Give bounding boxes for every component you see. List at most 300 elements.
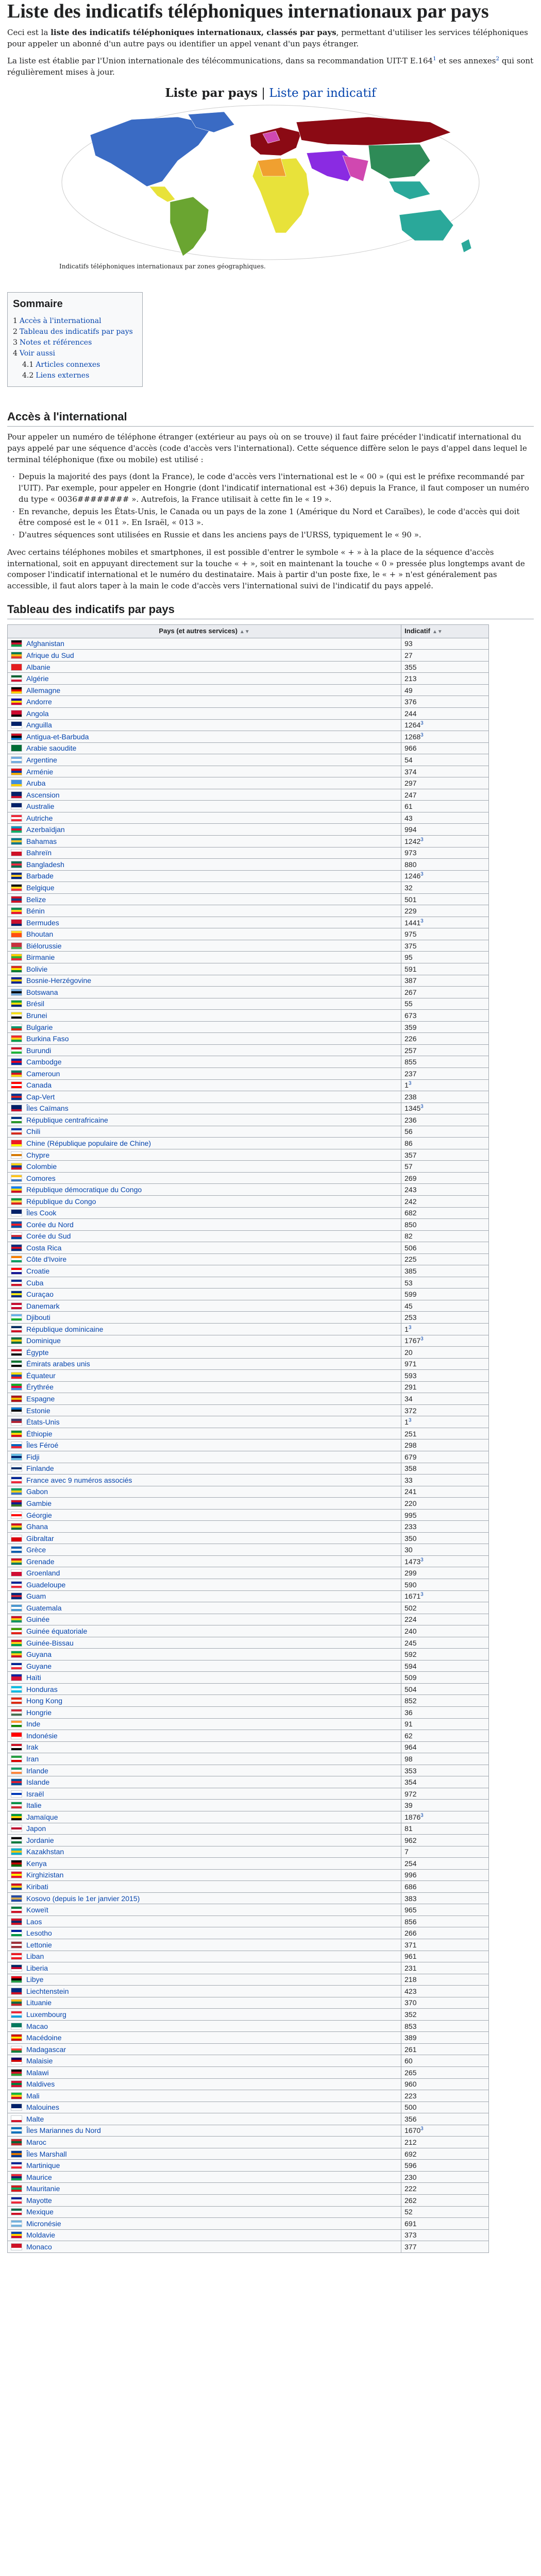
country-cell [8, 2032, 401, 2044]
country-name-link[interactable]: Koweït [26, 1906, 48, 1914]
country-name-link[interactable]: Colombie [26, 1162, 57, 1171]
country-name-link[interactable]: Chine (République populaire de Chine) [26, 1139, 151, 1147]
country-name-link[interactable]: Liberia [26, 1963, 48, 1972]
note-reference-link[interactable]: 3 [420, 2126, 424, 2132]
flag-icon [11, 1012, 22, 1019]
code-cell [401, 1010, 489, 1022]
code-cell [401, 1858, 489, 1870]
country-name-link[interactable]: Guinée [26, 1615, 50, 1624]
country-name-link[interactable]: Kazakhstan [26, 1848, 64, 1856]
toc-item-label[interactable]: Liens externes [36, 371, 90, 380]
flag-icon [11, 756, 22, 764]
country-name-link[interactable]: Maurice [26, 2173, 52, 2181]
country-cell [8, 1695, 401, 1707]
note-reference-link[interactable]: 3 [420, 1557, 424, 1563]
dialing-code: 961 [404, 1952, 417, 1961]
country-name-link[interactable]: République du Congo [26, 1197, 96, 1206]
note-reference-link[interactable]: 3 [408, 1080, 412, 1087]
dialing-code: 1767 [404, 1336, 421, 1345]
country-name-link[interactable]: Madagascar [26, 2045, 66, 2054]
table-row [8, 1683, 489, 1695]
country-name-link[interactable]: Libye [26, 1975, 44, 1984]
country-name-link[interactable]: Malouines [26, 2103, 59, 2112]
country-name-link[interactable]: Kiribati [26, 1883, 48, 1891]
code-cell [401, 1219, 489, 1231]
table-row [8, 987, 489, 998]
flag-icon [11, 687, 22, 694]
country-name-link[interactable]: Bosnie-Herzégovine [26, 976, 92, 985]
dialing-code: 299 [404, 1569, 417, 1578]
toc-item[interactable] [13, 327, 133, 337]
country-name-link[interactable]: Danemark [26, 1301, 60, 1310]
toc-item[interactable] [13, 316, 133, 326]
country-name-link[interactable]: France avec 9 numéros associés [26, 1476, 132, 1484]
country-name-link[interactable]: Équateur [26, 1371, 56, 1380]
country-name-link[interactable]: Aruba [26, 779, 46, 788]
country-name-link[interactable]: Cap-Vert [26, 1092, 55, 1101]
country-name-link[interactable]: Guyana [26, 1650, 52, 1659]
dialing-code: 230 [404, 2173, 417, 2181]
country-name-link[interactable]: Corée du Sud [26, 1232, 71, 1241]
country-name-link[interactable]: Burundi [26, 1046, 52, 1055]
country-name-link[interactable]: Cameroun [26, 1069, 60, 1078]
country-name-link[interactable]: Jamaïque [26, 1812, 58, 1821]
country-name-link[interactable]: Lesotho [26, 1929, 52, 1938]
country-name-link[interactable]: Malawi [26, 2068, 49, 2077]
country-name-link[interactable]: Fidji [26, 1452, 40, 1461]
note-reference-link[interactable]: 3 [420, 1812, 424, 1819]
country-cell [8, 1962, 401, 1974]
country-cell [8, 1823, 401, 1835]
code-cell [401, 1381, 489, 1393]
country-name-link[interactable]: Macédoine [26, 2033, 62, 2042]
note-reference-link[interactable]: 3 [420, 720, 424, 726]
country-name-link[interactable]: Gambie [26, 1499, 52, 1507]
flag-icon [11, 1151, 22, 1159]
country-name-link[interactable]: Antigua-et-Barbuda [26, 732, 89, 741]
country-name-link[interactable]: Botswana [26, 988, 58, 996]
toc-item-label[interactable]: Tableau des indicatifs par pays [19, 327, 133, 336]
note-reference-link[interactable]: 3 [420, 837, 424, 843]
country-name-link[interactable]: Grenade [26, 1557, 55, 1566]
country-name-link[interactable]: Liban [26, 1952, 44, 1961]
country-name-link[interactable]: Belize [26, 895, 46, 904]
country-cell [8, 1869, 401, 1881]
country-name-link[interactable]: Canada [26, 1081, 52, 1090]
country-name-link[interactable]: Croatie [26, 1267, 50, 1276]
country-name-link[interactable]: Finlande [26, 1464, 54, 1473]
country-name-link[interactable]: Maldives [26, 2080, 55, 2089]
country-name-link[interactable]: Érythrée [26, 1383, 54, 1392]
country-name-link[interactable]: Algérie [26, 674, 49, 683]
toc-item[interactable] [13, 370, 133, 381]
code-cell [401, 1335, 489, 1347]
dialing-code: 33 [404, 1476, 413, 1484]
table-row [8, 1312, 489, 1324]
dialing-code: 39 [404, 1801, 413, 1810]
code-cell [401, 1370, 489, 1382]
country-name-link[interactable]: Argentine [26, 755, 57, 764]
flag-icon [11, 1778, 22, 1786]
flag-icon [11, 1999, 22, 2006]
flag-icon [11, 838, 22, 845]
country-name-link[interactable]: Corée du Nord [26, 1220, 74, 1229]
country-cell [8, 1800, 401, 1811]
dialing-code: 374 [404, 767, 417, 776]
country-name-link[interactable]: Kosovo (depuis le 1er janvier 2015) [26, 1894, 140, 1903]
table-row [8, 1475, 489, 1486]
country-name-link[interactable]: Guinée-Bissau [26, 1638, 74, 1647]
country-name-link[interactable]: Égypte [26, 1348, 49, 1357]
country-name-link[interactable]: Géorgie [26, 1511, 52, 1519]
dialing-code: 960 [404, 2080, 417, 2089]
table-row [8, 1835, 489, 1846]
table-row [8, 1265, 489, 1277]
country-name-link[interactable]: Mauritanie [26, 2184, 60, 2193]
country-cell [8, 2160, 401, 2172]
code-cell [401, 2229, 489, 2241]
country-name-link[interactable]: Kenya [26, 1859, 47, 1868]
country-name-link[interactable]: Mexique [26, 2208, 54, 2216]
country-name-link[interactable]: Albanie [26, 663, 50, 671]
country-name-link[interactable]: Maroc [26, 2138, 46, 2147]
flag-icon [11, 815, 22, 822]
country-cell [8, 917, 401, 928]
country-name-link[interactable]: Afghanistan [26, 639, 64, 648]
country-name-link[interactable]: Islande [26, 1778, 50, 1787]
flag-icon [11, 2197, 22, 2204]
dialing-code: 267 [404, 988, 417, 996]
country-name-link[interactable]: Belgique [26, 883, 55, 892]
dialing-code: 223 [404, 2091, 417, 2100]
dialing-code: 61 [404, 802, 413, 811]
country-name-link[interactable]: Micronésie [26, 2219, 61, 2228]
country-name-link[interactable]: Azerbaïdjan [26, 825, 65, 834]
toc-item[interactable] [13, 337, 133, 348]
country-name-link[interactable]: Malaisie [26, 2057, 53, 2065]
toc-item-number: 2 [13, 327, 18, 336]
flag-icon [11, 989, 22, 996]
country-name-link[interactable]: Bangladesh [26, 860, 64, 869]
country-name-link[interactable]: Grèce [26, 1546, 46, 1554]
country-name-link[interactable]: Angola [26, 709, 49, 718]
country-name-link[interactable]: Monaco [26, 2242, 52, 2251]
country-cell [8, 1451, 401, 1463]
country-name-link[interactable]: Cambodge [26, 1058, 62, 1066]
country-cell [8, 1067, 401, 1079]
country-name-link[interactable]: Macao [26, 2022, 48, 2030]
country-cell [8, 684, 401, 696]
country-cell [8, 1858, 401, 1870]
note-reference-link[interactable]: 3 [420, 732, 424, 738]
country-name-link[interactable]: Côte d'Ivoire [26, 1255, 67, 1264]
country-name-link[interactable]: Hong Kong [26, 1697, 63, 1705]
country-name-link[interactable]: Guyane [26, 1662, 52, 1670]
country-cell [8, 1718, 401, 1730]
country-name-link[interactable]: Mayotte [26, 2196, 52, 2205]
country-name-link[interactable]: Autriche [26, 814, 53, 822]
flag-icon [11, 1860, 22, 1867]
country-name-link[interactable]: République dominicaine [26, 1325, 104, 1333]
country-name-link[interactable]: Iran [26, 1754, 39, 1763]
dialing-code: 372 [404, 1406, 417, 1415]
code-cell [401, 2206, 489, 2218]
country-name-link[interactable]: Bhoutan [26, 930, 54, 939]
code-cell [401, 2148, 489, 2160]
country-name-link[interactable]: Djibouti [26, 1313, 50, 1322]
country-cell [8, 824, 401, 836]
map-title-alt-link[interactable]: Liste par indicatif [269, 86, 376, 100]
toc-item[interactable] [13, 348, 133, 359]
country-cell [8, 1532, 401, 1544]
flag-icon [11, 1395, 22, 1402]
code-cell [401, 836, 489, 848]
table-row [8, 1067, 489, 1079]
dialing-code: 501 [404, 895, 417, 904]
code-cell [401, 1951, 489, 1962]
country-name-link[interactable]: Malte [26, 2114, 44, 2123]
country-name-link[interactable]: Hongrie [26, 1708, 52, 1717]
country-name-link[interactable]: Éthiopie [26, 1429, 53, 1438]
country-name-link[interactable]: Îles Cook [26, 1209, 57, 1217]
sort-icon[interactable]: ▲▼ [239, 629, 250, 635]
country-cell [8, 1625, 401, 1637]
code-cell [401, 638, 489, 650]
country-name-link[interactable]: Haïti [26, 1673, 41, 1682]
country-cell [8, 1126, 401, 1138]
flag-icon [11, 1128, 22, 1135]
country-name-link[interactable]: Barbade [26, 872, 54, 880]
map-caption: Indicatifs téléphoniques internationaux par zones géographiques. [59, 263, 266, 270]
country-name-link[interactable]: Afrique du Sud [26, 651, 74, 660]
table-row [8, 2148, 489, 2160]
access-bullet-list [7, 471, 534, 541]
country-name-link[interactable]: Bahreïn [26, 849, 52, 857]
country-name-link[interactable]: Guinée équatoriale [26, 1626, 88, 1635]
country-cell [8, 1741, 401, 1753]
code-cell [401, 1428, 489, 1439]
dialing-code: 590 [404, 1580, 417, 1589]
flag-icon [11, 1639, 22, 1647]
country-cell [8, 998, 401, 1010]
country-name-link[interactable]: Ascension [26, 790, 60, 799]
country-name-link[interactable]: États-Unis [26, 1418, 60, 1427]
dialing-code: 36 [404, 1708, 413, 1717]
dialing-code: 389 [404, 2033, 417, 2042]
code-cell [401, 2055, 489, 2067]
dialing-code: 91 [404, 1720, 413, 1728]
flag-icon [11, 1732, 22, 1739]
country-name-link[interactable]: Irak [26, 1743, 39, 1752]
country-name-link[interactable]: Groenland [26, 1569, 60, 1578]
dialing-code: 1441 [404, 918, 421, 927]
country-name-link[interactable]: Dominique [26, 1336, 61, 1345]
code-cell [401, 708, 489, 720]
country-name-link[interactable]: République centrafricaine [26, 1115, 108, 1124]
country-name-link[interactable]: Émirats arabes unis [26, 1360, 90, 1368]
table-row [8, 1765, 489, 1776]
country-name-link[interactable]: Ghana [26, 1522, 48, 1531]
dialing-code: 93 [404, 639, 413, 648]
country-name-link[interactable]: Japon [26, 1824, 46, 1833]
dialing-code: 247 [404, 790, 417, 799]
dialing-code: 509 [404, 1673, 417, 1682]
toc-item-label[interactable]: Notes et références [19, 338, 92, 347]
country-name-link[interactable]: Moldavie [26, 2231, 56, 2240]
table-row [8, 1230, 489, 1242]
code-cell [401, 1974, 489, 1986]
country-name-link[interactable]: Mali [26, 2091, 40, 2100]
note-reference-link[interactable]: 3 [420, 1591, 424, 1598]
reference-link[interactable]: 1 [433, 56, 436, 62]
country-name-link[interactable]: Australie [26, 802, 55, 811]
flag-icon [11, 1953, 22, 1960]
table-row [8, 1428, 489, 1439]
country-cell [8, 696, 401, 708]
table-row [8, 2009, 489, 2021]
country-name-link[interactable]: Bulgarie [26, 1023, 53, 1031]
flag-icon [11, 954, 22, 961]
country-name-link[interactable]: République démocratique du Congo [26, 1185, 142, 1194]
country-cell [8, 1172, 401, 1184]
reference-link[interactable]: 2 [496, 56, 500, 62]
note-reference-link[interactable]: 3 [408, 1325, 412, 1331]
country-name-link[interactable]: Arménie [26, 767, 54, 776]
world-map[interactable] [59, 104, 482, 261]
country-name-link[interactable]: Gibraltar [26, 1534, 54, 1543]
note-reference-link[interactable]: 3 [420, 1104, 424, 1110]
country-name-link[interactable]: Guadeloupe [26, 1580, 66, 1589]
toc-item[interactable] [13, 360, 133, 370]
country-name-link[interactable]: Luxembourg [26, 2010, 66, 2019]
country-cell [8, 1974, 401, 1986]
table-row [8, 1939, 489, 1951]
flag-icon [11, 721, 22, 728]
country-name-link[interactable]: Gabon [26, 1487, 48, 1496]
country-name-link[interactable]: Arabie saoudite [26, 744, 77, 753]
country-name-link[interactable]: Îles Mariannes du Nord [26, 2126, 101, 2135]
toc-item-label[interactable]: Voir aussi [19, 349, 56, 358]
country-name-link[interactable]: Israël [26, 1789, 44, 1798]
country-name-link[interactable]: Îles Féroé [26, 1441, 59, 1450]
country-name-link[interactable]: Lettonie [26, 1940, 52, 1949]
country-name-link[interactable]: Martinique [26, 2161, 60, 2170]
country-name-link[interactable]: Estonie [26, 1406, 50, 1415]
dialing-code: 1 [404, 1325, 409, 1333]
country-name-link[interactable]: Guam [26, 1592, 46, 1601]
country-name-link[interactable]: Honduras [26, 1685, 58, 1693]
table-row [8, 1184, 489, 1196]
column-header-country[interactable] [8, 624, 401, 638]
country-name-link[interactable]: Chypre [26, 1150, 50, 1159]
country-name-link[interactable]: Birmanie [26, 953, 55, 962]
country-name-link[interactable]: Comores [26, 1174, 56, 1182]
dialing-code: 423 [404, 1987, 417, 1995]
country-name-link[interactable]: Îles Marshall [26, 2149, 67, 2158]
country-name-link[interactable]: Kirghizistan [26, 1871, 64, 1879]
note-reference-link[interactable]: 3 [408, 1417, 412, 1423]
note-reference-link[interactable]: 3 [420, 1336, 424, 1342]
country-name-link[interactable]: Laos [26, 1917, 42, 1926]
country-name-link[interactable]: Îles Caïmans [26, 1104, 69, 1113]
country-name-link[interactable]: Indonésie [26, 1731, 58, 1740]
country-name-link[interactable]: Bénin [26, 907, 45, 916]
dialing-code: 269 [404, 1174, 417, 1182]
code-cell [401, 1195, 489, 1207]
note-reference-link[interactable]: 3 [420, 918, 424, 924]
code-cell [401, 789, 489, 801]
flag-icon [11, 1523, 22, 1530]
code-cell [401, 1056, 489, 1068]
country-name-link[interactable]: Espagne [26, 1395, 55, 1403]
table-row [8, 1555, 489, 1567]
dialing-code: 224 [404, 1615, 417, 1624]
country-cell [8, 650, 401, 662]
country-name-link[interactable]: Brésil [26, 999, 45, 1008]
country-name-link[interactable]: Biélorussie [26, 941, 62, 950]
code-cell [401, 1590, 489, 1602]
flag-icon [11, 1442, 22, 1449]
table-row [8, 1892, 489, 1904]
dialing-code: 1242 [404, 837, 421, 845]
dialing-code: 243 [404, 1185, 417, 1194]
table-row [8, 2102, 489, 2113]
sort-icon[interactable]: ▲▼ [432, 629, 443, 635]
country-name-link[interactable]: Costa Rica [26, 1243, 62, 1252]
country-name-link[interactable]: Irlande [26, 1766, 48, 1775]
country-name-link[interactable]: Curaçao [26, 1290, 54, 1299]
country-name-link[interactable]: Brunei [26, 1011, 47, 1020]
dialing-code: 52 [404, 2208, 413, 2216]
code-cell [401, 1114, 489, 1126]
country-name-link[interactable]: Bahamas [26, 837, 57, 845]
country-name-link[interactable]: Italie [26, 1801, 42, 1810]
country-name-link[interactable]: Bermudes [26, 918, 59, 927]
table-row [8, 2137, 489, 2148]
country-name-link[interactable]: Cuba [26, 1278, 44, 1287]
country-name-link[interactable]: Anguilla [26, 721, 52, 730]
note-reference-link[interactable]: 3 [420, 871, 424, 877]
code-cell [401, 731, 489, 743]
country-name-link[interactable]: Liechtenstein [26, 1987, 69, 1995]
flag-icon [11, 896, 22, 903]
country-name-link[interactable]: Guatemala [26, 1603, 62, 1612]
country-name-link[interactable]: Jordanie [26, 1836, 54, 1844]
toc-item-label[interactable]: Accès à l'international [19, 316, 102, 325]
dialing-code: 240 [404, 1626, 417, 1635]
page-title: Liste des indicatifs téléphoniques internationaux par pays [7, 1, 489, 22]
flag-icon [11, 1267, 22, 1275]
flag-icon [11, 1825, 22, 1832]
code-cell [401, 859, 489, 871]
dialing-code: 233 [404, 1522, 417, 1531]
country-name-link[interactable]: Lituanie [26, 1998, 52, 2007]
flag-icon [11, 1186, 22, 1193]
country-name-link[interactable]: Inde [26, 1720, 41, 1728]
country-name-link[interactable]: Chili [26, 1127, 41, 1136]
country-name-link[interactable]: Burkina Faso [26, 1035, 69, 1043]
dialing-code: 254 [404, 1859, 417, 1868]
flag-icon [11, 1372, 22, 1379]
column-header-code[interactable] [401, 624, 489, 638]
code-cell [401, 1753, 489, 1765]
dialing-code: 853 [404, 2022, 417, 2030]
country-name-link[interactable]: Allemagne [26, 686, 61, 694]
country-name-link[interactable]: Andorre [26, 698, 52, 706]
toc-item-label[interactable]: Articles connexes [36, 360, 100, 369]
country-name-link[interactable]: Bolivie [26, 964, 48, 973]
flag-icon [11, 1105, 22, 1112]
